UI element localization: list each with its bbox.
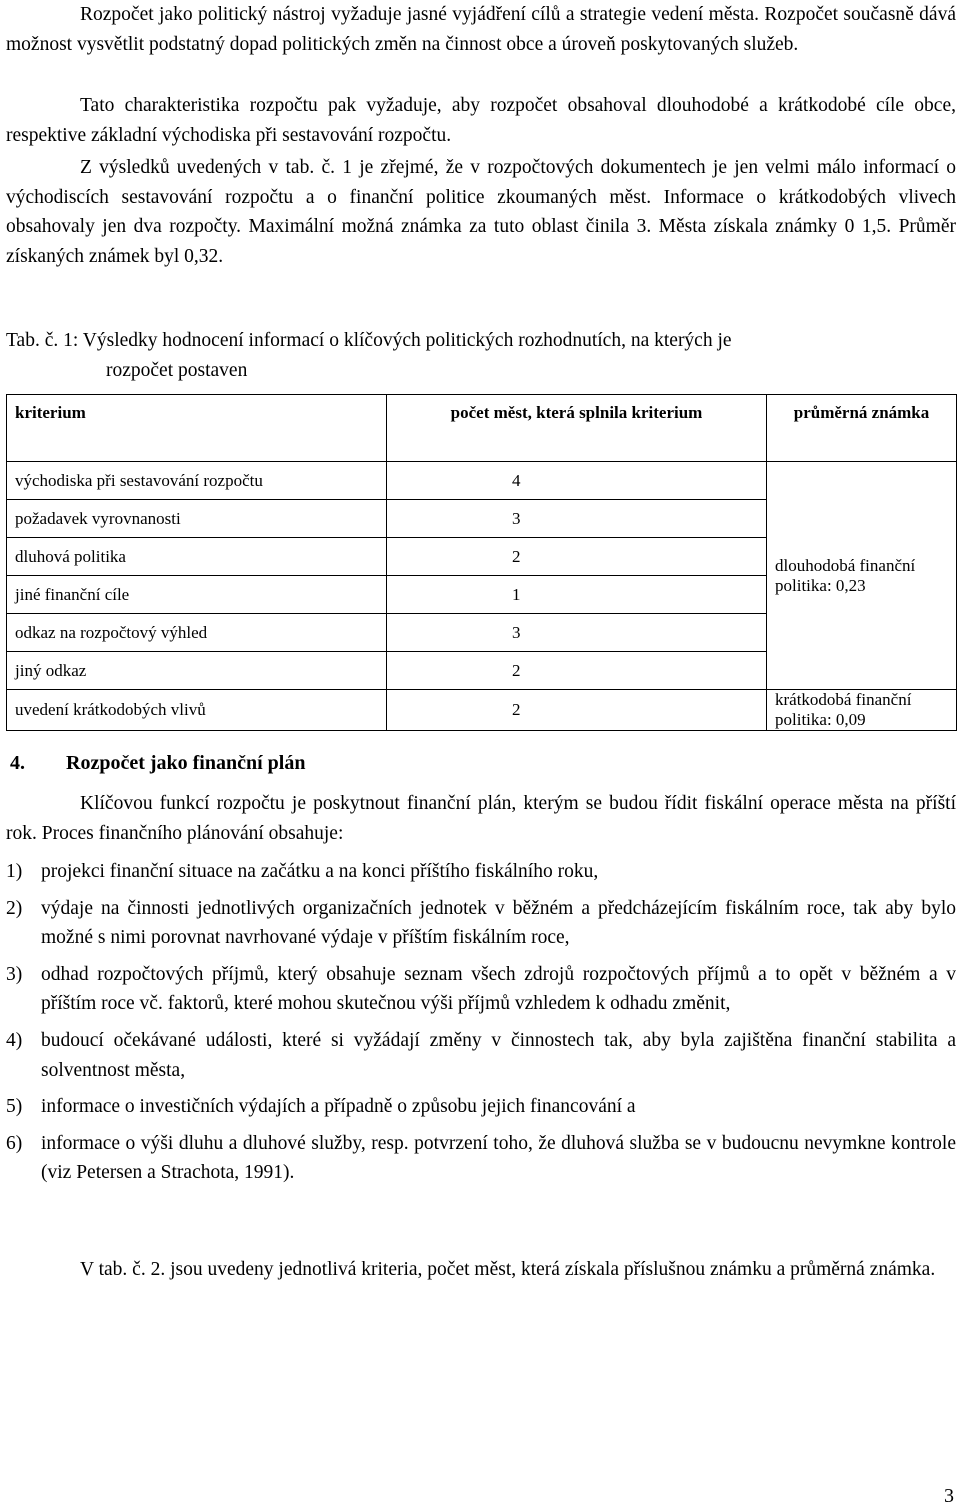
paragraph-intro: Rozpočet jako politický nástroj vyžaduje jasné vyjádření cílů a strategie vedení města. Rozpočet současně dává možnost vysvětlit podstatný dopad politických změn na činnost obce a úroveň poskytovaných služeb. [6,4,956,55]
row-count: 2 [387,690,767,731]
header-count: počet měst, která splnila kriterium [387,395,767,462]
row-criterion: požadavek vyrovnanosti [7,500,387,538]
list-item-text: projekci finanční situace na začátku a na konci příštího fiskálního roku, [41,861,599,882]
row-count: 1 [387,576,767,614]
section-heading [10,749,305,778]
row-count: 2 [387,538,767,576]
list-item [6,1129,956,1188]
row-criterion: odkaz na rozpočtový výhled [7,614,387,652]
list-item [6,960,956,1019]
row-count: 2 [387,652,767,690]
list-item-text: výdaje na činnosti jednotlivých organizačních jednotek v běžném a předcházejícím fiskálním roce, tak aby bylo možné s nimi porovnat navrhované výdaje v příštím fiskálním roce, [41,897,956,949]
row-criterion: jiné finanční cíle [7,576,387,614]
table-header-row [7,395,957,462]
page-number: 3 [944,1485,954,1507]
paragraph-financial-plan: Klíčovou funkcí rozpočtu je poskytnout finanční plán, kterým se budou řídit fiskální operace města na příští rok. Proces finančního plánování obsahuje: [6,793,956,844]
paragraph-results: Z výsledků uvedených v tab. č. 1 je zřejmé, že v rozpočtových dokumentech je jen velmi málo informací o východiscích sestavování rozpočtu a o finanční politice zkoumaných měst. Informace o krátkodobých vlivech obsahovaly jen dva rozpočty. Maximální možná známka za tuto oblast činila 3. Města získala známky 0 1,5. Průměr získaných známek byl 0,32. [6,157,956,267]
list-item [6,1092,956,1122]
row-criterion: dluhová politika [7,538,387,576]
list-item-text: informace o výši dluhu a dluhové služby, resp. potvrzení toho, že dluhová služba se v budoucnu nevymkne kontrole (viz Petersen a Strachota, 1991). [41,1132,956,1184]
list-item [6,1026,956,1085]
row-count: 3 [387,500,767,538]
list-item [6,894,956,953]
row-criterion: uvedení krátkodobých vlivů [7,690,387,731]
header-criterion: kriterium [7,395,387,462]
row-criterion: východiska při sestavování rozpočtu [7,462,387,500]
list-item-text: informace o investičních výdajích a případně o způsobu jejich financování a [41,1096,636,1118]
list-item [6,857,956,887]
list-item-number: 5) [6,1096,23,1118]
list-item-number: 3) [6,963,23,985]
row-criterion: jiný odkaz [7,652,387,690]
table-caption-line1: Tab. č. 1: Výsledky hodnocení informací o klíčových politických rozhodnutích, na kterých je [6,330,732,351]
grade-long-term: dlouhodobá finanční politika: 0,23 [767,462,957,690]
section-number: 4. [10,752,25,774]
table-caption [6,326,956,385]
grade-short-term: krátkodobá finanční politika: 0,09 [767,690,957,731]
list-item-text: budoucí očekávané události, které si vyžádají změny v činnostech tak, aby byla zajištěna finanční stabilita a solventnost města, [41,1029,956,1081]
list-item-number: 6) [6,1132,23,1154]
table-row [7,462,957,500]
header-grade: průměrná známka [767,395,957,462]
table-row [7,690,957,731]
section-title: Rozpočet jako finanční plán [66,752,306,774]
row-count: 3 [387,614,767,652]
list-item-number: 2) [6,897,23,919]
row-count: 4 [387,462,767,500]
paragraph-characteristic: Tato charakteristika rozpočtu pak vyžaduje, aby rozpočet obsahoval dlouhodobé a krátkodobé cíle obce, respektive základní východiska při sestavování rozpočtu. [6,95,956,146]
list-item-text: odhad rozpočtových příjmů, který obsahuje seznam všech zdrojů rozpočtových příjmů a to opět v běžném a v příštím roce vč. faktorů, které mohou skutečnou výši příjmů vzhledem k odhadu změnit, [41,963,956,1015]
list-item-number: 1) [6,861,23,882]
table-caption-line2: rozpočet postaven [106,359,248,381]
results-table [6,394,957,731]
list-item-number: 4) [6,1029,23,1051]
planning-steps-list [6,857,956,1195]
paragraph-closing: V tab. č. 2. jsou uvedeny jednotlivá kriteria, počet měst, která získala příslušnou známku a průměrná známka. [80,1259,936,1280]
